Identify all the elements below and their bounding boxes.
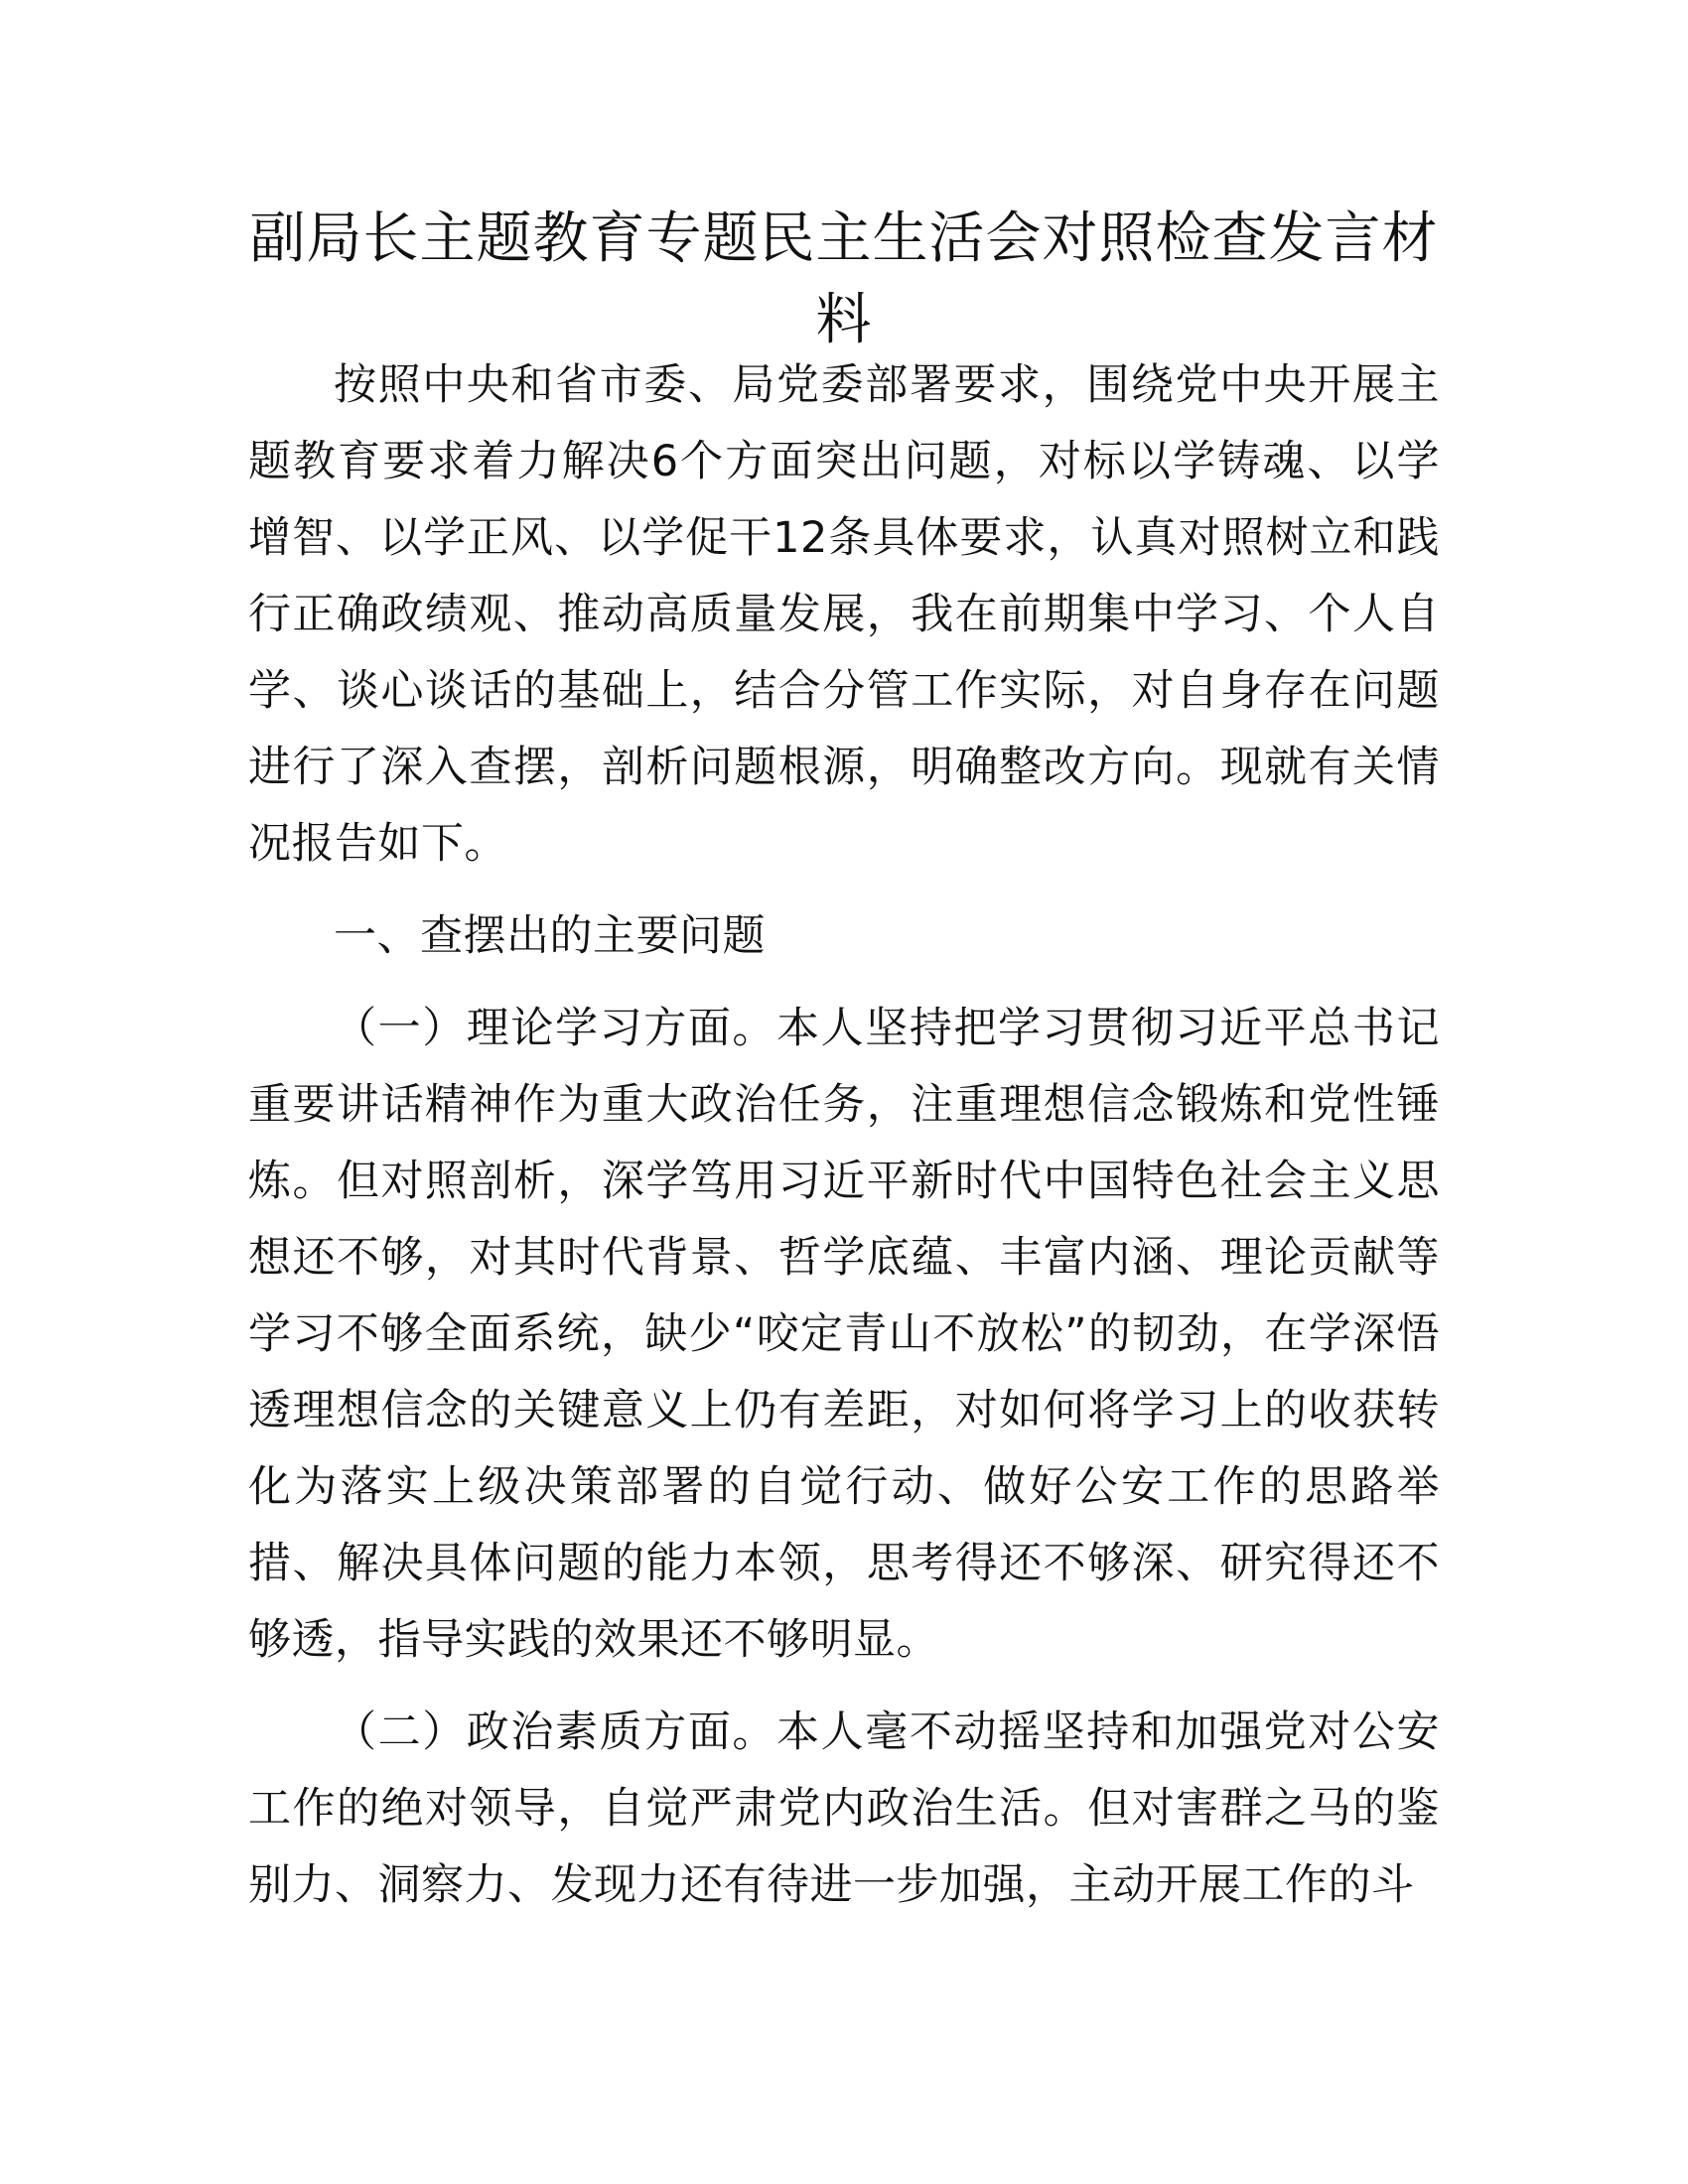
theory-study-paragraph: （一）理论学习方面。本人坚持把学习贯彻习近平总书记重要讲话精神作为重大政治任务，注重理想信念锻炼和党性锤炼。但对照剖析，深学笃用习近平新时代中国特色社会主义思想还不够，对其时代背景、哲学底蕴、丰富内涵、理论贡献等学习不够全面系统，缺少“咬定青山不放松”的韧劲，在学深悟透理想信念的关键意义上仍有差距，对如何将学习上的收获转化为落实上级决策部署的自觉行动、做好公安工作的思路举措、解决具体问题的能力本领，思考得还不够深、研究得还不够透，指导实践的效果还不够明显。 xyxy=(248,1004,1440,1665)
political-quality-paragraph: （二）政治素质方面。本人毫不动摇坚持和加强党对公安工作的绝对领导，自觉严肃党内政治生活。但对害群之马的鉴别力、洞察力、发现力还有待进一步加强，主动开展工作的斗 xyxy=(248,1707,1440,1910)
section-heading: 一、查摆出的主要问题 xyxy=(334,911,766,961)
intro-paragraph: 按照中央和省市委、局党委部署要求，围绕党中央开展主题教育要求着力解决6个方面突出问题，对标以学铸魂、以学增智、以学正风、以学促干12条具体要求，认真对照树立和践行正确政绩观、推动高质量发展，我在前期集中学习、个人自学、谈心谈话的基础上，结合分管工作实际，对自身存在问题进行了深入查摆，剖析问题根源，明确整改方向。现就有关情况报告如下。 xyxy=(248,360,1440,869)
document-title: 副局长主题教育专题民主生活会对照检查发言材料 xyxy=(249,206,1439,352)
document-body xyxy=(248,347,1440,1940)
